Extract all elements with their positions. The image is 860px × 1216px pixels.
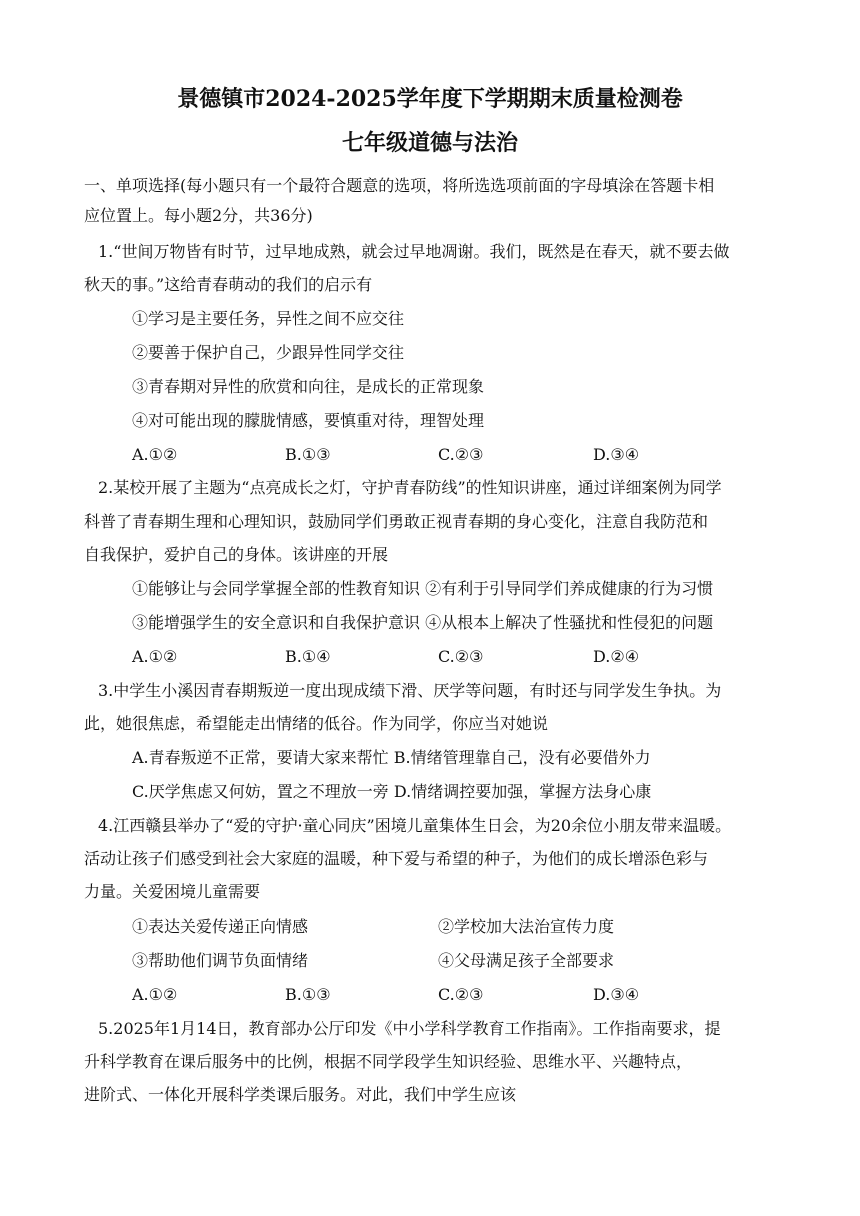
q2-stem-line-3: 自我保护，爱护自己的身体。该讲座的开展 xyxy=(84,545,389,564)
q1-option-a: A.①② xyxy=(132,445,178,464)
q1-item-4: ④对可能出现的朦胧情感，要慎重对待，理智处理 xyxy=(132,411,485,430)
q2-option-c: C.②③ xyxy=(438,647,484,666)
q2-option-a: A.①② xyxy=(132,647,178,666)
q2-option-b: B.①④ xyxy=(285,647,331,666)
q4-option-b: B.①③ xyxy=(285,985,331,1004)
exam-subtitle: 七年级道德与法治 xyxy=(341,130,518,156)
q4-item-4: ④父母满足孩子全部要求 xyxy=(438,951,615,970)
q4-option-c: C.②③ xyxy=(438,985,484,1004)
q2-option-d: D.②④ xyxy=(593,647,640,666)
q2-stem-line-2: 科普了青春期生理和心理知识，鼓励同学们勇敢正视青春期的身心变化，注意自我防范和 xyxy=(84,512,709,531)
q1-option-b: B.①③ xyxy=(285,445,331,464)
q3-options-row-1: A.青春叛逆不正常，要请大家来帮忙 B.情绪管理靠自己，没有必要借外力 xyxy=(132,748,651,767)
q1-option-c: C.②③ xyxy=(438,445,484,464)
section-heading-line-2: 应位置上。每小题2分，共36分) xyxy=(84,206,313,225)
q3-stem-line-2: 此，她很焦虑，希望能走出情绪的低谷。作为同学，你应当对她说 xyxy=(84,714,549,733)
section-heading-line-1: 一、单项选择(每小题只有一个最符合题意的选项，将所选选项前面的字母填涂在答题卡相 xyxy=(84,176,715,195)
q1-stem-line-1: 1.“世间万物皆有时节，过早地成熟，就会过早地凋谢。我们，既然是在春天，就不要去做 xyxy=(98,242,730,261)
q4-option-a: A.①② xyxy=(132,985,178,1004)
q4-stem-line-3: 力量。关爱困境儿童需要 xyxy=(84,882,261,901)
q2-items-row-1: ①能够让与会同学掌握全部的性教育知识 ②有利于引导同学们养成健康的行为习惯 xyxy=(132,579,714,598)
q4-item-3: ③帮助他们调节负面情绪 xyxy=(132,951,309,970)
q5-stem-line-2: 升科学教育在课后服务中的比例，根据不同学段学生知识经验、思维水平、兴趣特点， xyxy=(84,1052,693,1071)
exam-title: 景德镇市2024-2025学年度下学期期末质量检测卷 xyxy=(177,86,683,112)
q1-item-2: ②要善于保护自己，少跟异性同学交往 xyxy=(132,343,405,362)
q3-stem-line-1: 3.中学生小溪因青春期叛逆一度出现成绩下滑、厌学等问题，有时还与同学发生争执。为 xyxy=(98,681,722,700)
q4-option-d: D.③④ xyxy=(593,985,640,1004)
q1-option-d: D.③④ xyxy=(593,445,640,464)
q4-item-1: ①表达关爱传递正向情感 xyxy=(132,917,309,936)
q3-options-row-2: C.厌学焦虑又何妨，置之不理放一旁 D.情绪调控要加强，掌握方法身心康 xyxy=(132,782,652,801)
q4-item-2: ②学校加大法治宣传力度 xyxy=(438,917,615,936)
q5-stem-line-3: 进阶式、一体化开展科学类课后服务。对此，我们中学生应该 xyxy=(84,1085,517,1104)
q4-stem-line-1: 4.江西赣县举办了“爱的守护·童心同庆”困境儿童集体生日会，为20余位小朋友带来温暖。 xyxy=(98,816,732,835)
q1-item-1: ①学习是主要任务，异性之间不应交往 xyxy=(132,309,405,328)
q1-item-3: ③青春期对异性的欣赏和向往，是成长的正常现象 xyxy=(132,377,485,396)
q2-stem-line-1: 2.某校开展了主题为“点亮成长之灯，守护青春防线”的性知识讲座，通过详细案例为同学 xyxy=(98,478,722,497)
q5-stem-line-1: 5.2025年1月14日，教育部办公厅印发《中小学科学教育工作指南》。工作指南要求，提 xyxy=(98,1019,721,1038)
q1-stem-line-2: 秋天的事。”这给青春萌动的我们的启示有 xyxy=(84,275,373,294)
q4-stem-line-2: 活动让孩子们感受到社会大家庭的温暖，种下爱与希望的种子，为他们的成长增添色彩与 xyxy=(84,849,709,868)
q2-items-row-2: ③能增强学生的安全意识和自我保护意识 ④从根本上解决了性骚扰和性侵犯的问题 xyxy=(132,613,714,632)
